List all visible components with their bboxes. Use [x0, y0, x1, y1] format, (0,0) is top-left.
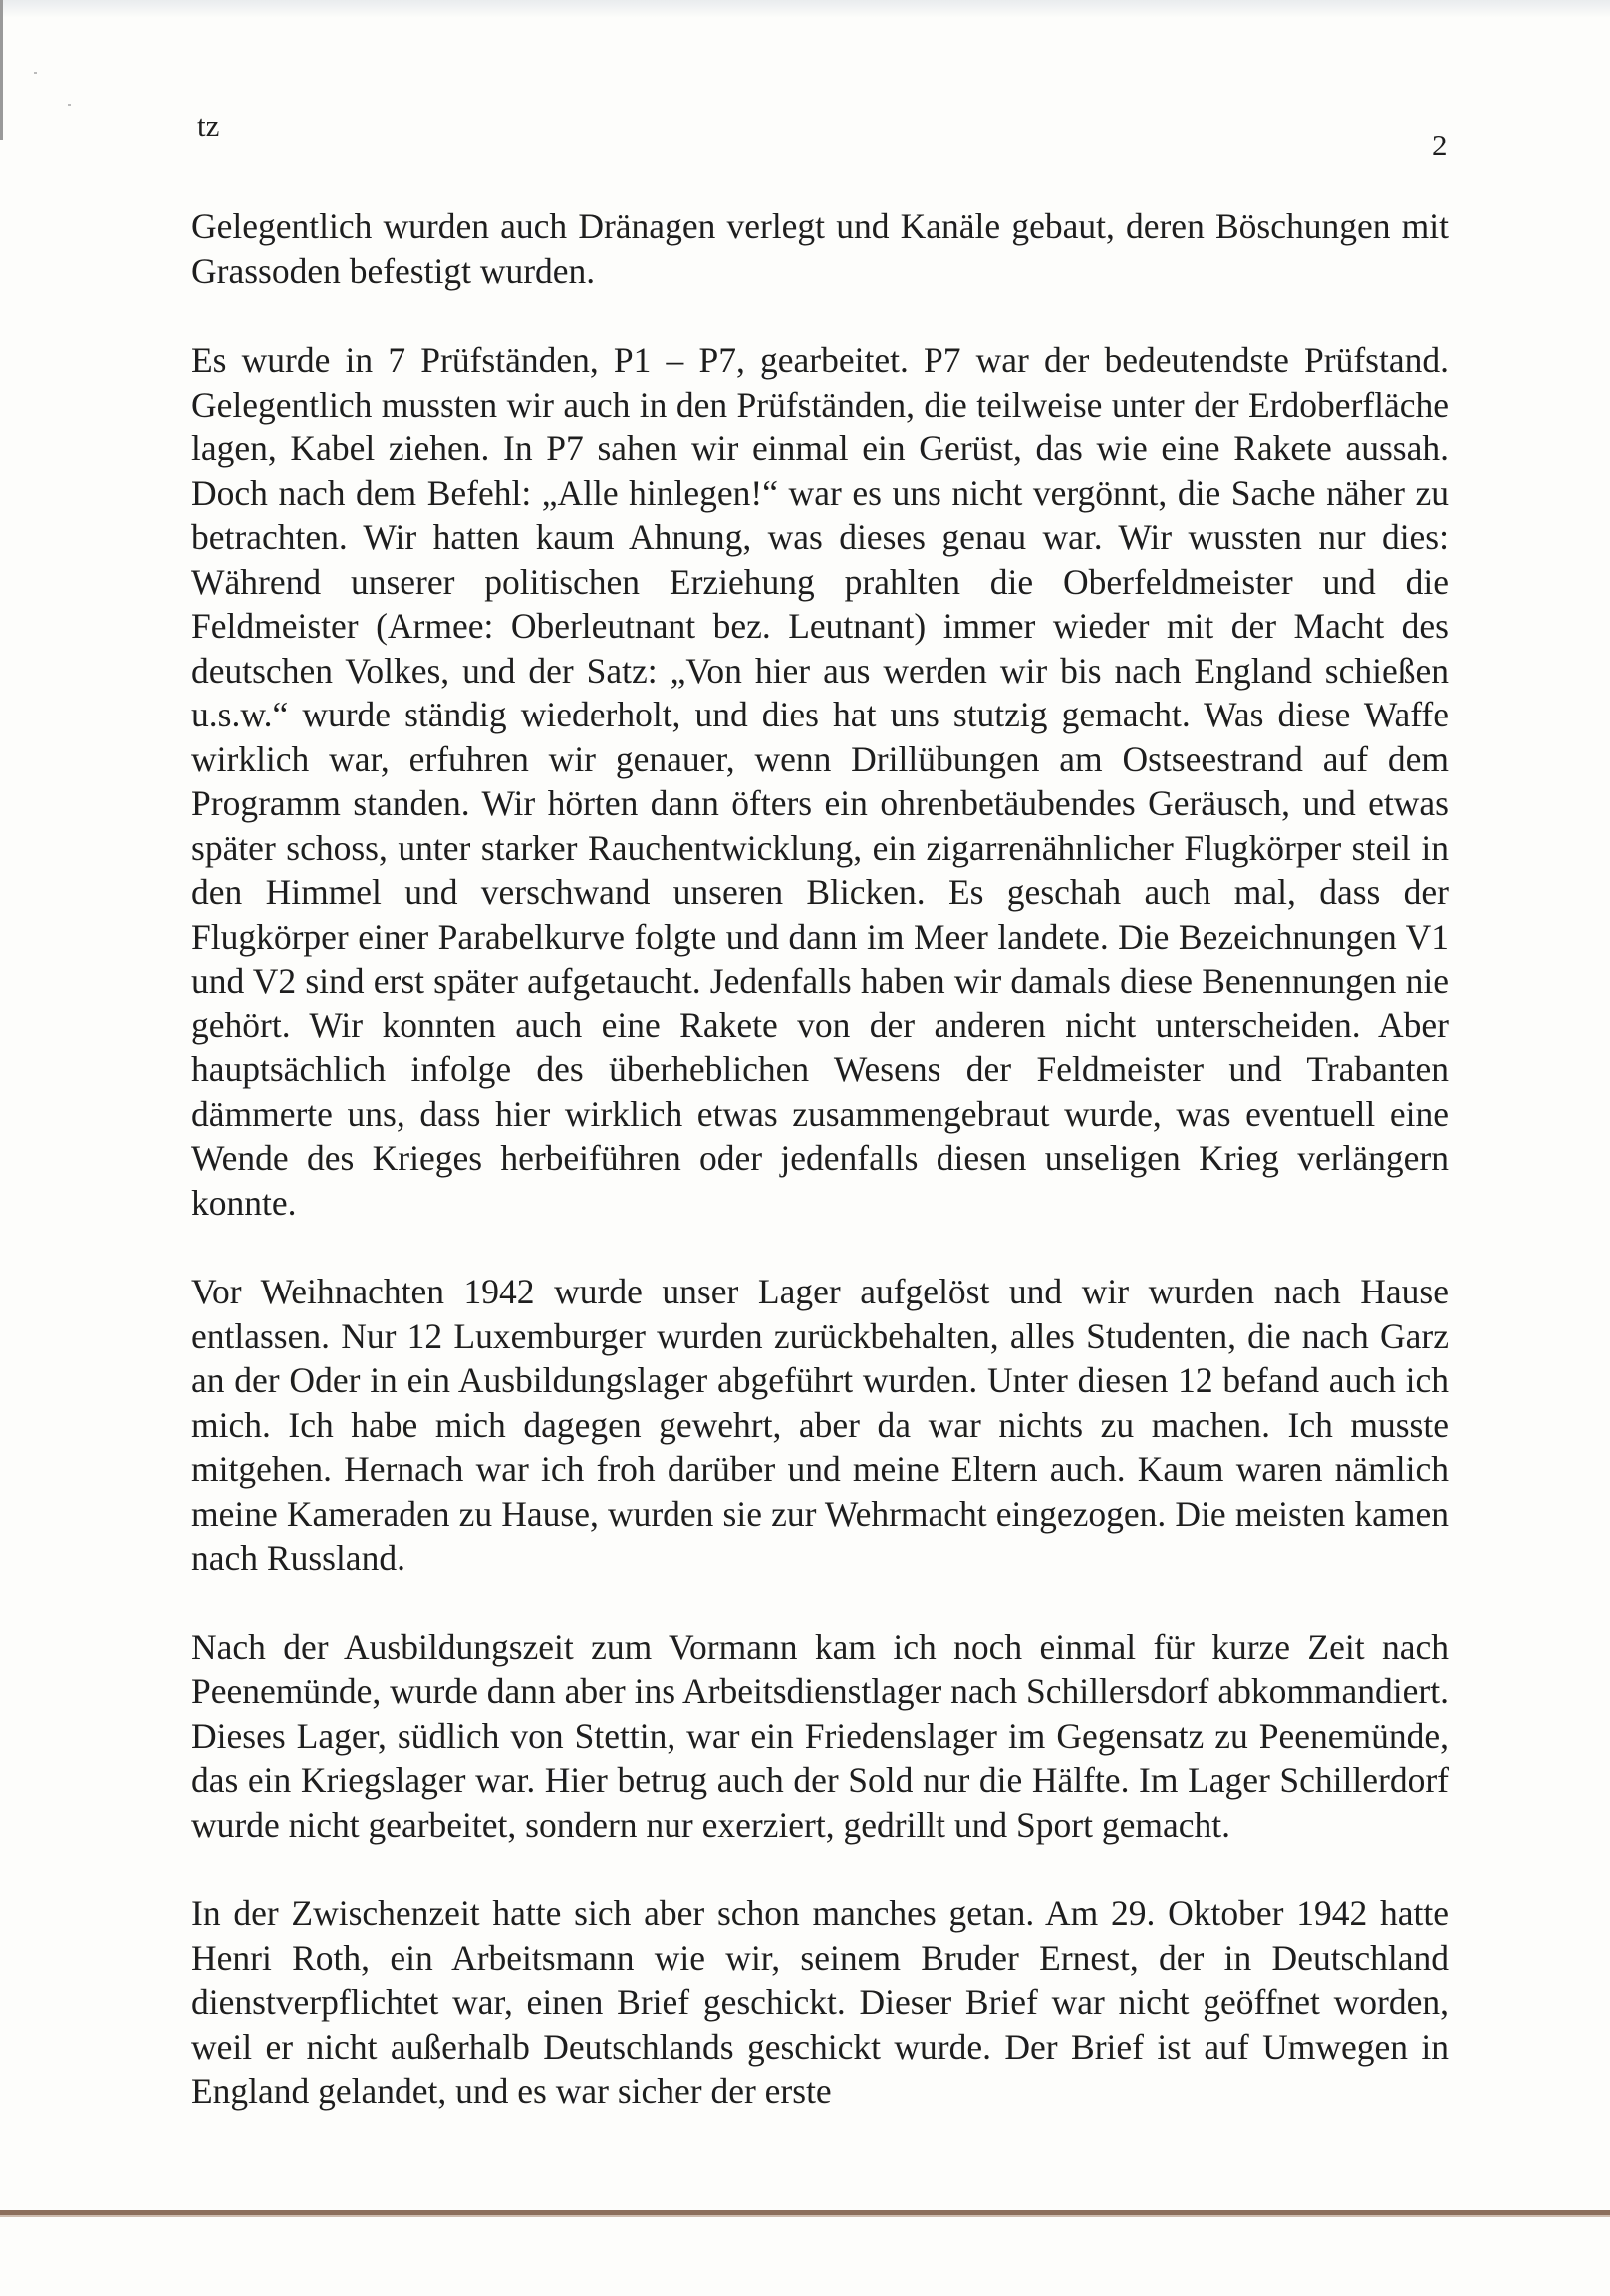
paragraph-3: Vor Weihnachten 1942 wurde unser Lager aufgelöst und wir wurden nach Hause entlassen. Nur 12 Luxemburger wurden zurückbehalten, alles Studenten, die nach Garz an der Oder in ein Ausbildungslager abgeführt wurden. Unter diesen 12 befand auch ich mich. Ich habe mich dagegen gewehrt, aber da war nichts zu machen. Ich musste mitgehen. Hernach war ich froh darüber und meine Eltern auch. Kaum waren nämlich meine Kameraden zu Hause, wurden sie zur Wehrmacht eingezogen. Die meisten kamen nach Russland.	[191, 1272, 1449, 1578]
paragraph-2: Es wurde in 7 Prüfständen, P1 – P7, gearbeitet. P7 war der bedeutendste Prüfstand. Gelegentlich mussten wir auch in den Prüfständen, die teilweise unter der Erdoberfläche lagen, Kabel ziehen. In P7 sahen wir einmal ein Gerüst, das wie eine Rakete aussah. Doch nach dem Befehl: „Alle hinlegen!“ war es uns nicht vergönnt, die Sache näher zu betrachten. Wir hatten kaum Ahnung, was dieses genau war. Wir wussten nur dies: Während unserer politischen Erziehung prahlten die Oberfeldmeister und die Feldmeister (Armee: Oberleutnant bez. Leutnant) immer wieder mit der Macht des deutschen Volkes, und der Satz: „Von hier aus werden wir bis nach England schießen u.s.w.“ wurde ständig wiederholt, und dies hat uns stutzig gemacht. Was diese Waffe wirklich war, erfuhren wir genauer, wenn Drillübungen am Ostseestrand auf dem Programm standen. Wir hörten dann öfters ein ohrenbetäubendes Geräusch, und etwas später schoss, unter starker Rauchentwicklung, ein zigarrenähnlicher Flugkörper steil in den Himmel und verschwand unseren Blicken. Es geschah auch mal, dass der Flugkörper einer Parabelkurve folgte und dann im Meer landete. Die Bezeichnungen V1 und V2 sind erst später aufgetaucht. Jedenfalls haben wir damals diese Benennungen nie gehört. Wir konnten auch eine Rakete von der anderen nicht unterscheiden. Aber hauptsächlich infolge des überheblichen Wesens der Feldmeister und Trabanten dämmerte uns, dass hier wirklich etwas zusammengebraut wurde, was eventuell eine Wende des Krieges herbeiführen oder jedenfalls diesen unseligen Krieg verlängern konnte.	[191, 340, 1449, 1223]
paragraph-4: Nach der Ausbildungszeit zum Vormann kam ich noch einmal für kurze Zeit nach Peenemünde, wurde dann aber ins Arbeitsdienstlager nach Schillersdorf abkommandiert. Dieses Lager, südlich von Stettin, war ein Friedenslager im Gegensatz zu Peenemünde, das ein Kriegslager war. Hier betrug auch der Sold nur die Hälfte. Im Lager Schillerdorf wurde nicht gearbeitet, sondern nur exerziert, gedrillt und Sport gemacht.	[191, 1626, 1449, 1845]
scan-speck	[68, 104, 71, 106]
scan-bottom-edge-shadow	[0, 2215, 1610, 2217]
scan-speck	[34, 72, 37, 74]
page-number: 2	[1432, 128, 1448, 162]
scan-top-shadow	[0, 0, 1610, 18]
paragraph-5: In der Zwischenzeit hatte sich aber schon manches getan. Am 29. Oktober 1942 hatte Henri Roth, ein Arbeitsmann wie wir, seinem Bruder Ernest, der in Deutschland dienstverpflichtet war, einen Brief geschickt. Dieser Brief war nicht geöffnet worden, weil er nicht außerhalb Deutschlands geschickt wurde. Der Brief ist auf Umwegen in England gelandet, und es war sicher der erste	[191, 1893, 1449, 2111]
header-initials: tz	[197, 108, 220, 143]
scan-left-edge	[0, 0, 3, 140]
paragraph-1: Gelegentlich wurden auch Dränagen verlegt und Kanäle gebaut, deren Böschungen mit Grassoden befestigt wurden.	[191, 206, 1449, 291]
body-text	[191, 204, 1449, 2158]
